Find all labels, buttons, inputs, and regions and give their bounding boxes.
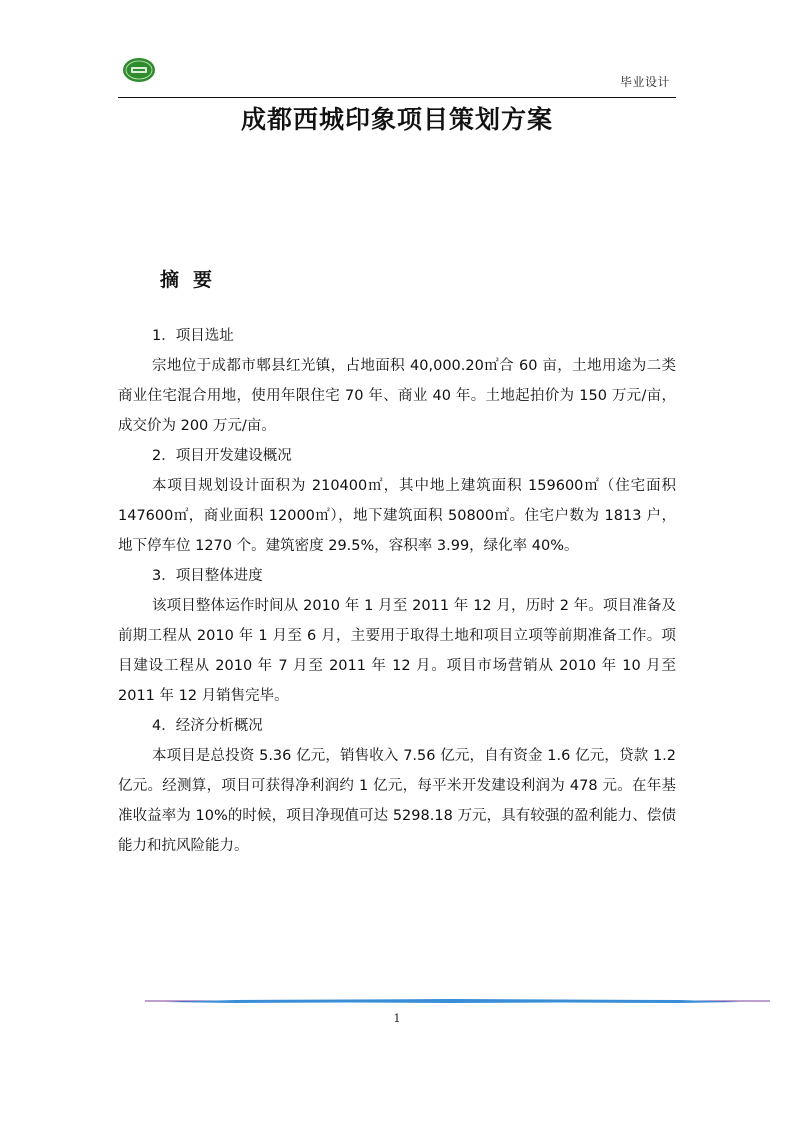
header-divider: [118, 97, 676, 98]
section-paragraph-site: 宗地位于成都市郫县红光镇，占地面积 40,000.20㎡合 60 亩，土地用途为二类商业住宅混合用地，使用年限住宅 70 年、商业 40 年。土地起拍价为 150 万元/亩，成交价为 200 万元/亩。: [118, 358, 676, 434]
section-heading-site: 1．项目选址: [152, 328, 234, 344]
abstract-heading: 摘要: [160, 269, 227, 291]
section-paragraph-economics: 本项目是总投资 5.36 亿元，销售收入 7.56 亿元，自有资金 1.6 亿元，贷款 1.2 亿元。经测算，项目可获得净利润约 1 亿元，每平米开发建设利润为 478 元。在年基准收益率为 10%的时候，项目净现值可达 5298.18 万元，具有较强的盈利能力、偿债能力和抗风险能力。: [118, 748, 676, 854]
section-paragraph-schedule: 该项目整体运作时间从 2010 年 1 月至 2011 年 12 月，历时 2 年。项目准备及前期工程从 2010 年 1 月至 6 月，主要用于取得土地和项目立项等前期准备工作。项目建设工程从 2010 年 7 月至 2011 年 12 月。项目市场营销从 2010 年 10 月至 2011 年 12 月销售完毕。: [118, 598, 676, 704]
section-heading-economics: 4．经济分析概况: [152, 718, 263, 734]
page-number: 1: [393, 1012, 401, 1025]
page-header: [118, 55, 676, 99]
section-paragraph-development: 本项目规划设计面积为 210400㎡，其中地上建筑面积 159600㎡（住宅面积 147600㎡，商业面积 12000㎡），地下建筑面积 50800㎡。住宅户数为 1813 户，地下停车位 1270 个。建筑密度 29.5%，容积率 3.99，绿化率 40%。: [118, 478, 676, 554]
footer-divider: [0, 996, 794, 1010]
section-heading-development: 2．项目开发建设概况: [152, 448, 292, 464]
section-heading-schedule: 3．项目整体进度: [152, 568, 263, 584]
school-logo: [122, 57, 156, 83]
header-label: 毕业设计: [619, 75, 670, 89]
abstract-body: [118, 321, 676, 861]
document-title: 成都西城印象项目策划方案: [240, 105, 553, 134]
